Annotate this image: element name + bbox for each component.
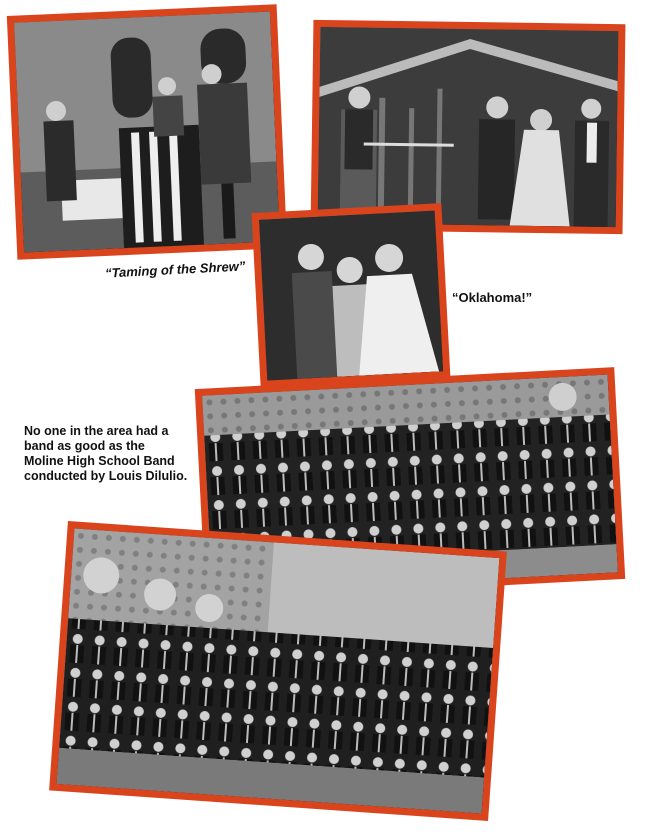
photo-frame-oklahoma-stage xyxy=(311,20,626,234)
photo-oklahoma-couple xyxy=(259,211,443,381)
caption-oklahoma: “Oklahoma!” xyxy=(452,290,533,305)
band-description-line-3: Moline High School Band xyxy=(24,454,175,468)
photo-taming-of-the-shrew xyxy=(14,12,280,253)
photo-frame-oklahoma-couple xyxy=(252,203,451,388)
band-description-line-1: No one in the area had a xyxy=(24,424,169,438)
photo-band-bottom xyxy=(57,528,500,813)
band-description-line-2: band as good as the xyxy=(24,439,145,453)
photo-oklahoma-stage xyxy=(318,27,619,227)
band-description xyxy=(24,424,204,484)
photo-frame-band-bottom xyxy=(49,521,507,821)
caption-taming-of-the-shrew: “Taming of the Shrew” xyxy=(104,258,246,281)
band-description-line-4: conducted by Louis Dilulio. xyxy=(24,469,188,483)
photo-frame-shrew xyxy=(7,4,287,260)
